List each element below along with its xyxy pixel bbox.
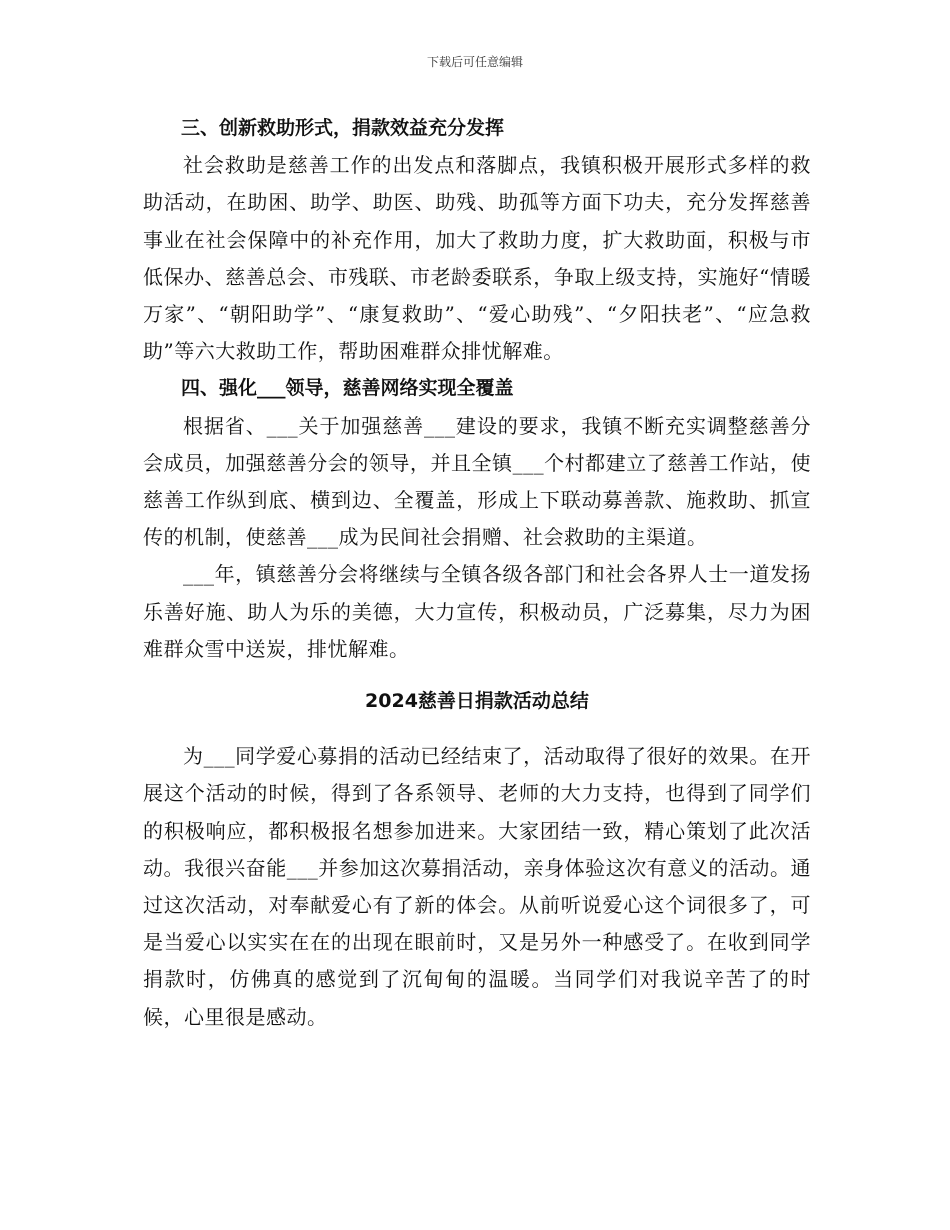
section-heading-3: 三、创新救助形式，捐款效益充分发挥 [181, 117, 505, 139]
page-header: 下载后可任意编辑 [426, 55, 523, 69]
paragraph-outlook: ___年，镇慈善分会将继续与全镇各级各部门和社会各界人士一道发扬乐善好施、助人为乐的美德，大力宣传，积极动员，广泛募集，尽力为困难群众雪中送炭，排忧解难。 [143, 562, 811, 661]
paragraph-social-aid: 社会救助是慈善工作的出发点和落脚点，我镇积极开展形式多样的救助活动，在助困、助学、助医、助残、助孤等方面下功夫，充分发挥慈善事业在社会保障中的补充作用，加大了救助力度，扩大救助面，积极与市低保办、慈善总会、市残联、市老龄委联系，争取上级支持，实施好“情暖万家”、“朝阳助学”、“康复救助”、“爱心助残”、“夕阳扶老”、“应急救助”等六大救助工作，帮助困难群众排忧解难。 [143, 153, 811, 364]
document-body [143, 110, 811, 1036]
paragraph-donation-summary: 为___同学爱心募捐的活动已经结束了，活动取得了很好的效果。在开展这个活动的时候，得到了各系领导、老师的大力支持，也得到了同学们的积极响应，都积极报名想参加进来。大家团结一致，精心策划了此次活动。我很兴奋能___并参加这次募捐活动，亲身体验这次有意义的活动。通过这次活动，对奉献爱心有了新的体会。从前听说爱心这个词很多了，可是当爱心以实实在在的出现在眼前时，又是另外一种感受了。在收到同学捐款时，仿佛真的感觉到了沉甸甸的温暖。当同学们对我说辛苦了的时候，心里很是感动。 [143, 744, 811, 1029]
section-heading-4: 四、强化___领导，慈善网络实现全覆盖 [181, 377, 514, 400]
paragraph-network: 根据省、___关于加强慈善___建设的要求，我镇不断充实调整慈善分会成员，加强慈善分会的领导，并且全镇___个村都建立了慈善工作站，使慈善工作纵到底、横到边、全覆盖，形成上下联动募善款、施救助、抓宣传的机制，使慈善___成为民间社会捐赠、社会救助的主渠道。 [143, 413, 811, 550]
document-title: 2024慈善日捐款活动总结 [365, 690, 589, 713]
